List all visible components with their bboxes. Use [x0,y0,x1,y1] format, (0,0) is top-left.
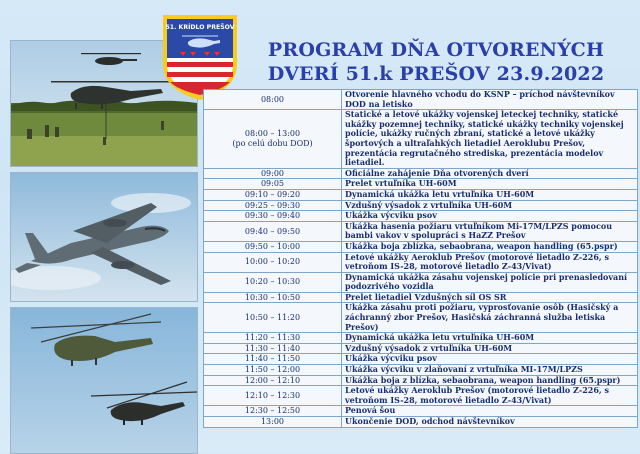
schedule-time [204,189,342,200]
schedule-description: Ukážka hasenia požiaru vrtuľníkom Mi-17M/LPZS pomocou bambi vakov v spolupráci s HaZZ Prešov [342,221,638,241]
helicopters-sky-image [11,308,197,453]
emblem-label: 51. KRÍDLO PREŠOV [165,24,235,31]
schedule-row [204,168,638,179]
schedule-row [204,343,638,354]
schedule-time-text: 12:10 – 12:30 [244,391,301,401]
schedule-time-note: (po celú dobu DOD) [232,138,313,148]
schedule-time [204,386,342,406]
schedule-table [203,89,638,428]
schedule-time-text: 09:50 – 10:00 [244,241,301,251]
schedule-time [204,90,342,110]
schedule-description: Prelet lietadiel Vzdušných síl OS SR [342,292,638,303]
schedule-description: Dynamická ukážka letu vrtuľníka UH-60M [342,333,638,344]
title-line-1: PROGRAM DŇA OTVORENÝCH [267,39,605,61]
schedule-description: Vzdušný výsadok z vrtuľníka UH-60M [342,343,638,354]
schedule-time [204,168,342,179]
schedule-body [204,90,638,428]
schedule-time-text: 08:00 – 13:00 [244,129,301,139]
schedule-description: Ukážka výcviku psov [342,211,638,222]
schedule-row [204,272,638,292]
schedule-row [204,354,638,365]
schedule-time-text: 11:20 – 11:30 [244,333,301,343]
schedule-row [204,241,638,252]
schedule-time [204,343,342,354]
schedule-row [204,333,638,344]
schedule-time [204,375,342,386]
photo-transport-aircraft [10,172,198,302]
title-line-2: DVERÍ 51.k PREŠOV 23.9.2022 [267,63,605,85]
schedule-time-text: 09:05 [260,179,285,189]
schedule-description: Oficiálne zahájenie Dňa otvorených dverí [342,168,638,179]
schedule-row [204,417,638,428]
schedule-time-text: 10:00 – 10:20 [244,257,301,267]
page-title [236,38,636,86]
schedule-row [204,90,638,110]
schedule-time-text: 12:00 – 12:10 [244,375,301,385]
schedule-time-text: 09:30 – 09:40 [244,211,301,221]
schedule-description: Ukážka výcviku v zlaňovaní z vrtuľníka MI-17M/LPZS [342,365,638,376]
schedule-row [204,386,638,406]
schedule-row [204,211,638,222]
schedule-time-text: 09:10 – 09:20 [244,189,301,199]
schedule-time-text: 10:20 – 10:30 [244,277,301,287]
schedule-time [204,211,342,222]
schedule-time [204,179,342,190]
schedule-description: Otvorenie hlavného vchodu do KSNP – príchod návštevníkov DOD na letisko [342,90,638,110]
schedule-row [204,189,638,200]
schedule-description: Ukážka boja z blízka, sebaobrana, weapon handling (65.pspr) [342,375,638,386]
schedule-description: Ukážka boja zblízka, sebaobrana, weapon handling (65.pspr) [342,241,638,252]
schedule-time-text: 08:00 [260,94,285,104]
schedule-row [204,292,638,303]
schedule-description: Ukážka zásahu proti požiaru, vyprosťovanie osôb (Hasičský a záchranný zbor Prešov, Hasičská záchranná služba letiska Prešov) [342,303,638,333]
schedule-time-text: 13:00 [260,417,285,426]
schedule-row [204,110,638,169]
schedule-row [204,179,638,190]
schedule-time-text: 10:30 – 10:50 [244,292,301,302]
schedule-time [204,292,342,303]
schedule-time [204,272,342,292]
transport-aircraft-image [11,173,197,301]
schedule-time-text: 09:00 [260,168,285,178]
schedule-description: Letové ukážky Aeroklub Prešov (motorové lietadlo Z-226, s vetroňom IS-28, motorové lietadlo Z-43/Vivat) [342,252,638,272]
schedule-time [204,354,342,365]
schedule-time [204,221,342,241]
schedule-description: Prelet vrtuľníka UH-60M [342,179,638,190]
schedule-row [204,406,638,417]
schedule-time-text: 09:40 – 09:50 [244,226,301,236]
schedule-row [204,252,638,272]
schedule-description: Penová šou [342,406,638,417]
schedule-time [204,110,342,169]
schedule-row [204,375,638,386]
schedule-time-text: 09:25 – 09:30 [244,200,301,210]
schedule-description: Letové ukážky Aeroklub Prešov (motorové lietadlo Z-226, s vetroňom IS-28, motorové lietadlo Z-43/Vivat) [342,386,638,406]
schedule-time-text: 11:30 – 11:40 [244,343,301,353]
schedule-description: Statické a letové ukážky vojenskej leteckej techniky, statické ukážky pozemnej techniky, statické ukážky techniky vojenskej polície, ukážky ručných zbraní, statické a letové ukážky športových a ultraľahkých lietadiel Aeroklubu Prešov, prezentácia regrutačného strediska, prezentácia modelov lietadiel. [342,110,638,169]
schedule-description: Dynamická ukážka zásahu vojenskej polície pri prenasledovaní podozrivého vozidla [342,272,638,292]
schedule-time [204,365,342,376]
schedule-row [204,221,638,241]
schedule-time-text: 10:50 – 11:20 [244,313,301,323]
schedule-time [204,241,342,252]
schedule-time-text: 11:40 – 11:50 [244,354,301,364]
photo-helicopters-sky [10,307,198,454]
schedule-time [204,406,342,417]
schedule-row [204,200,638,211]
schedule-description: Ukážka výcviku psov [342,354,638,365]
schedule-row [204,303,638,333]
schedule-time [204,303,342,333]
schedule-time [204,333,342,344]
schedule-time [204,252,342,272]
schedule-description: Ukončenie DOD, odchod návštevníkov [342,417,638,428]
schedule-description: Dynamická ukážka letu vrtuľníka UH-60M [342,189,638,200]
schedule-time-text: 12:30 – 12:50 [244,406,301,416]
schedule-description: Vzdušný výsadok z vrtuľníka UH-60M [342,200,638,211]
schedule-time [204,417,342,428]
schedule-time [204,200,342,211]
schedule-time-text: 11:50 – 12:00 [244,365,301,375]
schedule-row [204,365,638,376]
